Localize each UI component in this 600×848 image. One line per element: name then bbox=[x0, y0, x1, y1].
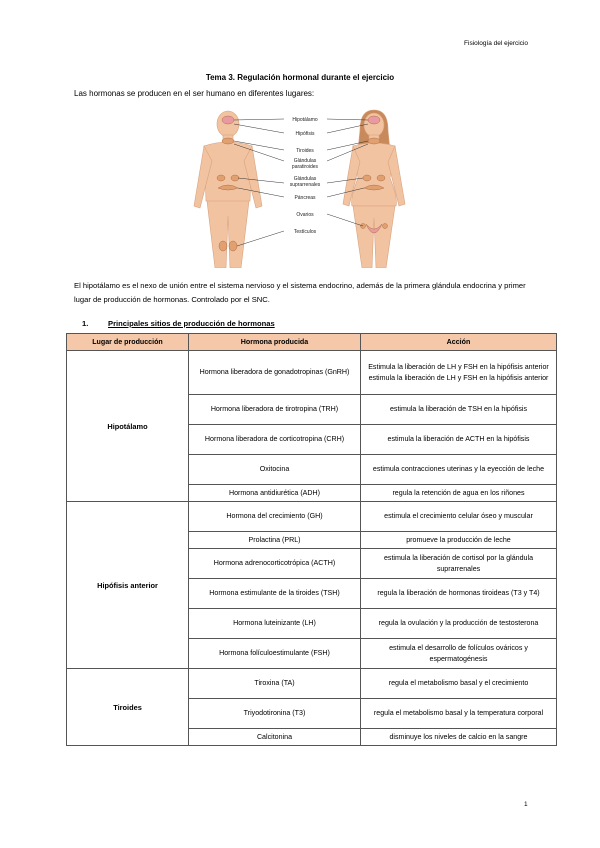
section-title: Principales sitios de producción de hormonas bbox=[108, 319, 275, 328]
endocrine-illustration bbox=[190, 106, 415, 268]
hormone-cell: Hormona liberadora de gonadotropinas (GnRH) bbox=[189, 351, 361, 395]
hormone-cell: Prolactina (PRL) bbox=[189, 532, 361, 549]
hormone-cell: Hormona del crecimiento (GH) bbox=[189, 502, 361, 532]
action-cell: regula el metabolismo basal y la temperatura corporal bbox=[361, 699, 557, 729]
label-pancreas: Páncreas bbox=[294, 195, 316, 201]
hormone-cell: Hormona estimulante de la tiroides (TSH) bbox=[189, 579, 361, 609]
table-header-row bbox=[67, 334, 557, 351]
action-cell: regula la liberación de hormonas tiroideas (T3 y T4) bbox=[361, 579, 557, 609]
label-hipofisis: Hipófisis bbox=[295, 131, 315, 137]
action-cell: estimula el crecimiento celular óseo y muscular bbox=[361, 502, 557, 532]
hormone-cell: Hormona luteinizante (LH) bbox=[189, 609, 361, 639]
hormone-cell: Hormona liberadora de tirotropina (TRH) bbox=[189, 395, 361, 425]
hormone-cell: Hormona adrenocorticotrópica (ACTH) bbox=[189, 549, 361, 579]
hormone-cell: Hormona liberadora de corticotropina (CRH) bbox=[189, 425, 361, 455]
action-cell: promueve la producción de leche bbox=[361, 532, 557, 549]
section-number: 1. bbox=[82, 319, 89, 328]
col-header-action: Acción bbox=[361, 334, 557, 351]
hormone-cell: Hormona antidiurética (ADH) bbox=[189, 485, 361, 502]
action-cell: regula la ovulación y la producción de testosterona bbox=[361, 609, 557, 639]
action-cell: regula el metabolismo basal y el crecimiento bbox=[361, 669, 557, 699]
table-row bbox=[67, 669, 557, 699]
hormone-cell: Calcitonina bbox=[189, 729, 361, 746]
intro-text: Las hormonas se producen en el ser humano en diferentes lugares: bbox=[74, 89, 315, 98]
label-ovarios: Ovarios bbox=[296, 212, 314, 218]
action-cell: disminuye los niveles de calcio en la sangre bbox=[361, 729, 557, 746]
endocrine-body-diagram bbox=[190, 106, 415, 268]
label-tiroides: Tiroides bbox=[296, 148, 314, 154]
place-cell: Hipotálamo bbox=[67, 351, 189, 502]
label-testiculos: Testículos bbox=[293, 229, 317, 235]
section-heading bbox=[82, 319, 275, 328]
hypothalamus-paragraph: El hipotálamo es el nexo de unión entre el sistema nervioso y el sistema endocrino, además de la primera glándula endocrina y primer lugar de producción de hormonas. Controlado por el SNC. bbox=[74, 281, 526, 304]
action-cell: estimula la liberación de TSH en la hipófisis bbox=[361, 395, 557, 425]
hormone-cell: Oxitocina bbox=[189, 455, 361, 485]
place-cell: Tiroides bbox=[67, 669, 189, 746]
col-header-place: Lugar de producción bbox=[67, 334, 189, 351]
hormone-cell: Hormona folículoestimulante (FSH) bbox=[189, 639, 361, 669]
label-paratiroides: paratiroides bbox=[291, 164, 319, 170]
running-header: Fisiología del ejercicio bbox=[464, 40, 528, 47]
hormone-cell: Triyodotironina (T3) bbox=[189, 699, 361, 729]
col-header-hormone: Hormona producida bbox=[189, 334, 361, 351]
action-cell: regula la retención de agua en los riñones bbox=[361, 485, 557, 502]
page-title: Tema 3. Regulación hormonal durante el ejercicio bbox=[205, 73, 395, 82]
action-cell: estimula la liberación de ACTH en la hipófisis bbox=[361, 425, 557, 455]
action-cell: estimula el desarrollo de folículos ováricos y espermatogénesis bbox=[361, 639, 557, 669]
page-number: 1 bbox=[524, 801, 528, 808]
label-glandulas-1: Glándulas bbox=[293, 158, 317, 164]
table-row bbox=[67, 351, 557, 395]
action-cell: estimula la liberación de cortisol por la glándula suprarrenales bbox=[361, 549, 557, 579]
label-glandulas-2: Glándulas bbox=[293, 176, 317, 182]
hormone-table bbox=[66, 333, 557, 746]
action-cell: Estimula la liberación de LH y FSH en la hipófisis anterior estimula la liberación de LH y FSH en la hipófisis anterior bbox=[361, 351, 557, 395]
action-cell: estimula contracciones uterinas y la eyección de leche bbox=[361, 455, 557, 485]
hormone-cell: Tiroxina (TA) bbox=[189, 669, 361, 699]
label-suprarrenales: suprarrenales bbox=[289, 182, 321, 188]
label-hipotalamo: Hipotálamo bbox=[292, 117, 318, 123]
table-row bbox=[67, 502, 557, 532]
place-cell: Hipófisis anterior bbox=[67, 502, 189, 669]
